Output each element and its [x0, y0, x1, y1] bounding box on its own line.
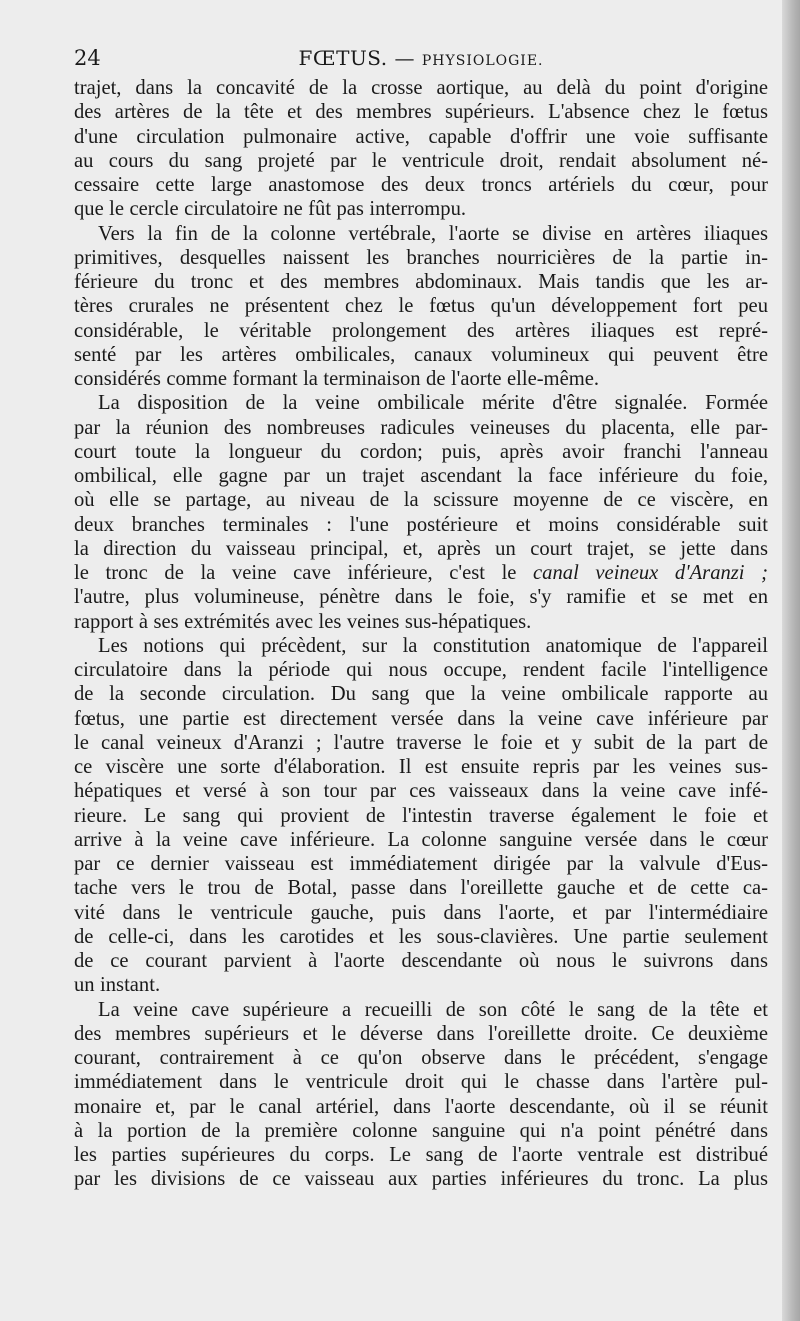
text-line: des membres supérieurs et le déverse dans l'oreillette droite. Ce deuxième [74, 1022, 768, 1045]
text-line: trajet, dans la concavité de la crosse aortique, au delà du point d'origine [74, 77, 768, 99]
text-line: senté par les artères ombilicales, canaux volumineux qui peuvent être [74, 343, 768, 366]
text-line: deux branches terminales : l'une postérieure et moins considérable suit [74, 513, 768, 536]
text-line: Les notions qui précèdent, sur la constitution anatomique de l'appareil [98, 634, 768, 657]
paragraph-3 [74, 391, 768, 634]
text-line: cessaire cette large anastomose des deux troncs artériels du cœur, pour [74, 174, 768, 196]
paragraph-4 [74, 634, 768, 998]
text-line: monaire et, par le canal artériel, dans l'aorte descendante, où il se réunit [74, 1095, 768, 1118]
text-line: ombilical, elle gagne par un trajet ascendant la face inférieure du foie, [74, 465, 768, 487]
text-line: par la réunion des nombreuses radicules veineuses du placenta, elle par- [74, 416, 768, 439]
page-header [74, 44, 768, 74]
page-number: 24 [74, 46, 101, 70]
paragraph-2 [74, 222, 768, 392]
text-line: primitives, desquelles naissent les branches nourricières de la partie in- [74, 246, 768, 269]
text-line: vité dans le ventricule gauche, puis dans l'aorte, et par l'intermédiaire [74, 901, 768, 924]
text-line: rapport à ses extrémités avec les veines sus-hépatiques. [74, 610, 532, 633]
text-line: La veine cave supérieure a recueilli de son côté le sang de la tête et [98, 998, 768, 1021]
page-edge-shadow [782, 0, 800, 1321]
text-line: l'autre, plus volumineuse, pénètre dans le foie, s'y ramifie et se met en [74, 586, 768, 609]
text-line: des artères de la tête et des membres supérieurs. L'absence chez le fœtus [74, 101, 768, 124]
running-head-title: FŒTUS. [298, 46, 388, 70]
text-line: circulatoire dans la période qui nous occupe, rendent facile l'intelligence [74, 659, 768, 681]
text-line: ce viscère une sorte d'élaboration. Il est ensuite repris par les veines sus- [74, 756, 768, 778]
text-line: immédiatement dans le ventricule droit qui le chasse dans l'artère pul- [74, 1071, 768, 1094]
text-line: rieure. Le sang qui provient de l'intestin traverse également le foie et [74, 804, 768, 827]
text-line: que le cercle circulatoire ne fût pas interrompu. [74, 198, 467, 221]
text-line: férieure du tronc et des membres abdominaux. Mais tandis que les ar- [74, 271, 768, 293]
text-line: tères crurales ne présentent chez le fœtus qu'un développement fort peu [74, 295, 768, 318]
running-head-separator: — [394, 46, 416, 70]
text-line: Vers la fin de la colonne vertébrale, l'aorte se divise en artères iliaques [98, 222, 768, 245]
text-line: la direction du vaisseau principal, et, après un court trajet, se jette dans [74, 537, 768, 560]
text-line: tache vers le trou de Botal, passe dans l'oreillette gauche et de cette ca- [74, 877, 768, 900]
text-line: court toute la longueur du cordon; puis, après avoir franchi l'anneau [74, 440, 768, 463]
paragraph-5 [74, 998, 768, 1192]
text-line: considérable, le véritable prolongement des artères iliaques est repré- [74, 319, 768, 342]
text-line: au cours du sang projeté par le ventricule droit, rendait absolument né- [74, 149, 768, 172]
text-line: par les divisions de ce vaisseau aux parties inférieures du tronc. La plus [74, 1168, 768, 1191]
paragraph-1 [74, 76, 768, 222]
text-line: courant, contrairement à ce qu'on observe dans le précédent, s'engage [74, 1047, 768, 1069]
text-line: fœtus, une partie est directement versée dans la veine cave inférieure par [74, 707, 768, 730]
text-line: le canal veineux d'Aranzi ; l'autre traverse le foie et y subit de la part de [74, 731, 768, 754]
text-line: où elle se partage, au niveau de la scissure moyenne de ce viscère, en [74, 489, 768, 512]
text-line: par ce dernier vaisseau est immédiatement dirigée par la valvule d'Eus- [74, 853, 768, 875]
text-line: de ce courant parvient à l'aorte descendante où nous le suivrons dans [74, 950, 768, 972]
text-line: à la portion de la première colonne sanguine qui n'a point pénétré dans [74, 1119, 768, 1142]
body-text [74, 76, 768, 1192]
text-line: hépatiques et versé à son tour par ces vaisseaux dans la veine cave infé- [74, 780, 768, 803]
text-segment: le tronc de la veine cave inférieure, c'est le [74, 562, 517, 584]
text-line: arrive à la veine cave inférieure. La colonne sanguine versée dans le cœur [74, 828, 768, 851]
text-line: les parties supérieures du corps. Le sang de l'aorte ventrale est distribué [74, 1144, 768, 1166]
italic-term: canal veineux d'Aranzi ; [533, 562, 768, 584]
text-line: de celle-ci, dans les carotides et les sous-clavières. Une partie seulement [74, 925, 768, 948]
text-line-with-italic [74, 561, 768, 585]
text-line: de la seconde circulation. Du sang que la veine ombilicale rapporte au [74, 683, 768, 706]
text-line: d'une circulation pulmonaire active, capable d'offrir une voie suffisante [74, 125, 768, 148]
running-head [74, 44, 768, 75]
text-line: un instant. [74, 974, 161, 997]
running-head-subtitle: PHYSIOLOGIE. [421, 53, 544, 69]
text-line: considérés comme formant la terminaison de l'aorte elle-même. [74, 368, 600, 390]
text-line: La disposition de la veine ombilicale mérite d'être signalée. Formée [98, 392, 768, 415]
